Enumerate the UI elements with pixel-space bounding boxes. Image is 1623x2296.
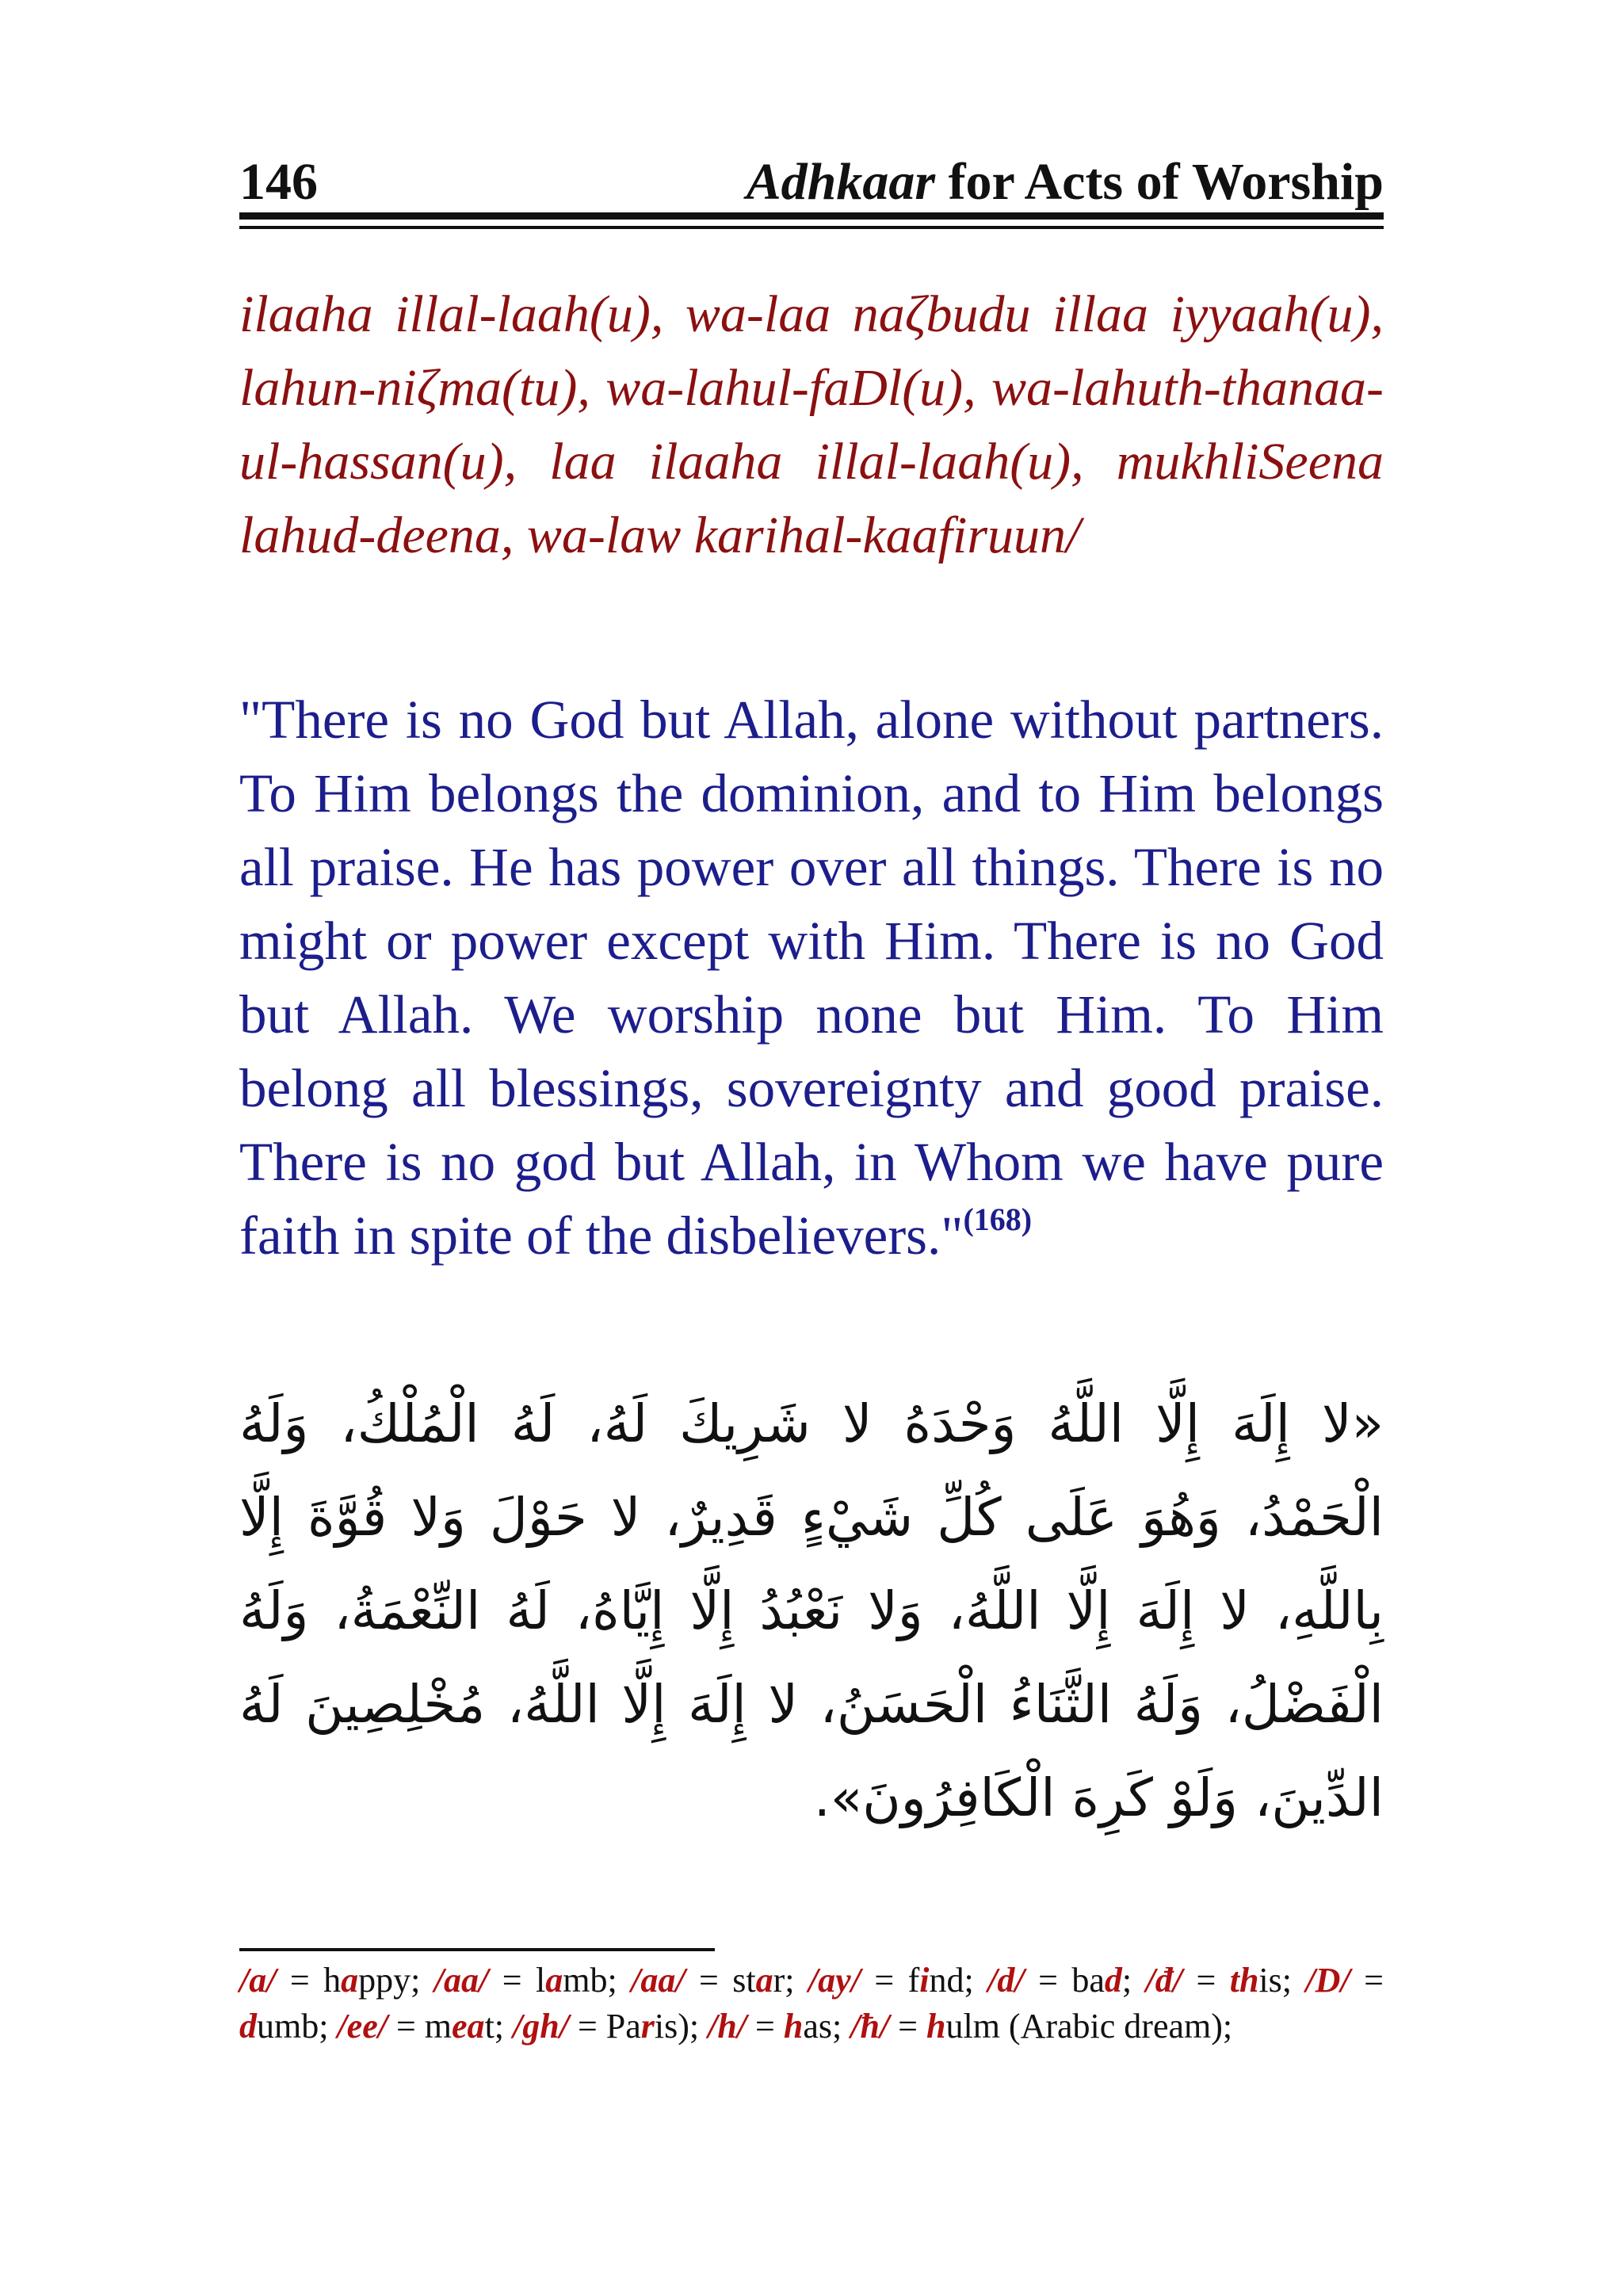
example-word-highlight: ea (452, 2007, 485, 2046)
pronunciation-symbol: /aa/ (631, 1961, 685, 2000)
footnote-entry (337, 2007, 513, 2046)
example-word-end: ulm (Arabic dream); (945, 2007, 1233, 2046)
footnote-entry (708, 2007, 850, 2046)
pronunciation-symbol: /d/ (987, 1961, 1025, 2000)
example-word-start: st (732, 1961, 756, 2000)
equals-sign: = (276, 1961, 324, 2000)
footnote-rule (239, 1948, 715, 1951)
equals-sign: = (1024, 1961, 1072, 2000)
pronunciation-symbol: /gh/ (513, 2007, 569, 2046)
example-word-end: nd; (929, 1961, 988, 2000)
translation-text: "There is no God but Allah, alone without partners. To Him belongs the dominion, and to Him belongs all praise. He has power over all things. There is no might or power except with Him. There is no God but Allah. We worship none but Him. To Him belong all blessings, sovereignty and good praise. There is no god but Allah, in Whom we have pure faith in spite of the disbelievers." (239, 690, 1384, 1266)
example-word-highlight: i (919, 1961, 930, 2000)
pronunciation-symbol: /đ/ (1145, 1961, 1183, 2000)
footnote-entry (987, 1961, 1145, 2000)
pronunciation-symbol: /ay/ (808, 1961, 861, 2000)
footnote-entry (850, 2007, 1232, 2046)
example-word-end: is); (654, 2007, 708, 2046)
pronunciation-symbol: /ee/ (337, 2007, 388, 2046)
footnote-entry (1146, 1961, 1306, 2000)
footnote-entry (434, 1961, 631, 2000)
equals-sign: = (747, 2007, 784, 2046)
equals-sign: = (860, 1961, 908, 2000)
pronunciation-symbol: /ħ/ (850, 2007, 890, 2046)
example-word-highlight: h (783, 2007, 804, 2046)
example-word-start: m (424, 2007, 453, 2046)
page-number: 146 (239, 153, 318, 211)
footnote-entry (513, 2007, 708, 2046)
running-title-italic: Adhkaar (746, 153, 936, 211)
example-word-start: h (323, 1961, 342, 2000)
example-word-end: as; (803, 2007, 851, 2046)
footnote-paragraph (239, 1958, 1384, 2050)
transliteration-paragraph: ilaaha illal-laah(u), wa-laa naζbudu illaa iyyaah(u), lahun-niζma(tu), wa-lahul-faDl(u), wa-lahuth-thanaa-ul-hassan(u), laa ilaaha illal-laah(u), mukhliSeena lahud-deena, wa-law karihal-kaafiruun/ (239, 285, 1384, 564)
example-word-start: ba (1071, 1961, 1105, 2000)
header-rule-thick (239, 212, 1384, 220)
example-word-end: t; (484, 2007, 514, 2046)
equals-sign: = (889, 2007, 926, 2046)
example-word-highlight: a (545, 1961, 563, 2000)
example-word-start: Pa (605, 2007, 641, 2046)
pronunciation-symbol: /h/ (708, 2007, 747, 2046)
example-word-end: ; (1121, 1961, 1146, 2000)
header-rule-thin (239, 226, 1384, 229)
equals-sign: = (568, 2007, 606, 2046)
example-word-start: l (535, 1961, 546, 2000)
arabic-text-paragraph: «لا إِلَهَ إِلَّا اللَّهُ وَحْدَهُ لا شَرِيكَ لَهُ، لَهُ الْمُلْكُ، وَلَهُ الْحَمْدُ، وَهُوَ عَلَى كُلِّ شَيْءٍ قَدِيرٌ، لا حَوْلَ وَلا قُوَّةَ إِلَّا بِاللَّهِ، لا إِلَهَ إِلَّا اللَّهُ، وَلا نَعْبُدُ إِلَّا إِيَّاهُ، لَهُ النِّعْمَةُ، وَلَهُ الْفَضْلُ، وَلَهُ الثَّنَاءُ الْحَسَنُ، لا إِلَهَ إِلَّا اللَّهُ، مُخْلِصِينَ لَهُ الدِّينَ، وَلَوْ كَرِهَ الْكَافِرُونَ». (239, 1393, 1384, 1828)
example-word-highlight: a (755, 1961, 773, 2000)
equals-sign: = (685, 1961, 733, 2000)
pronunciation-symbol: /aa/ (433, 1961, 489, 2000)
running-title (747, 152, 1384, 212)
example-word-highlight: a (341, 1961, 359, 2000)
footnote-reference: (168) (963, 1201, 1033, 1237)
equals-sign: = (1350, 1961, 1384, 2000)
equals-sign: = (387, 2007, 425, 2046)
footnote-entry (631, 1961, 808, 2000)
pronunciation-symbol: /D/ (1305, 1961, 1350, 2000)
example-word-end: umb; (257, 2007, 338, 2046)
running-title-rest: for Acts of Worship (935, 153, 1384, 211)
example-word-end: ppy; (358, 1961, 434, 2000)
page-header (239, 149, 1384, 212)
translation-paragraph (239, 683, 1384, 1273)
footnote-entry (808, 1961, 987, 2000)
equals-sign: = (1182, 1961, 1230, 2000)
example-word-end: mb; (563, 1961, 632, 2000)
equals-sign: = (488, 1961, 536, 2000)
example-word-highlight: d (239, 2007, 257, 2046)
example-word-start: f (907, 1961, 920, 2000)
example-word-end: is; (1258, 1961, 1306, 2000)
example-word-highlight: r (640, 2007, 655, 2046)
example-word-highlight: d (1104, 1961, 1122, 2000)
example-word-highlight: th (1229, 1961, 1259, 2000)
pronunciation-symbol: /a/ (239, 1961, 277, 2000)
footnote-entry (239, 1961, 434, 2000)
example-word-highlight: h (926, 2007, 946, 2046)
example-word-end: r; (773, 1961, 808, 2000)
